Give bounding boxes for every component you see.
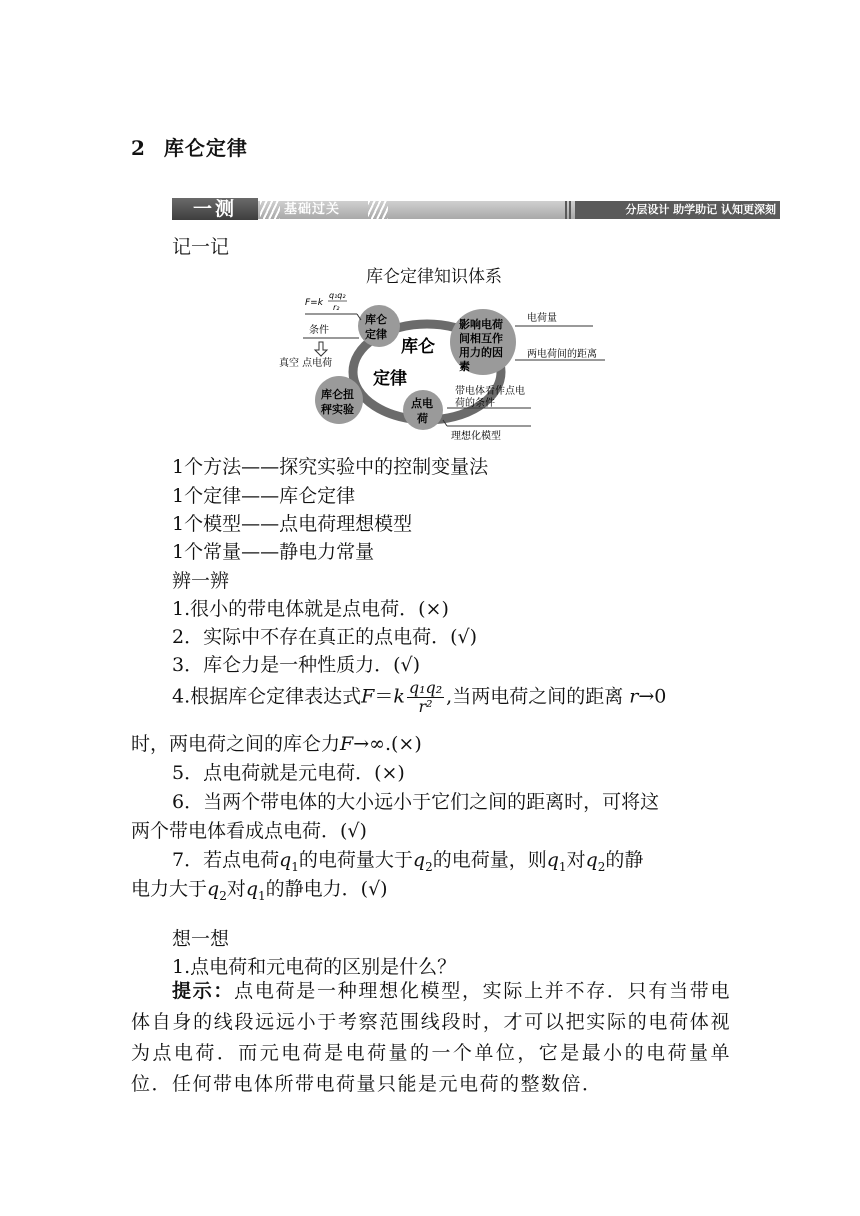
q7-text-c: 的电荷量，则 — [432, 849, 547, 871]
q4-var-r: r — [629, 685, 639, 708]
q7-text-a: 7．若点电荷 — [172, 849, 280, 871]
q7-text-d: 对 — [566, 849, 586, 871]
q4-eq: ＝ — [374, 685, 394, 708]
q7-sub-d: 2 — [597, 859, 606, 874]
arrow-down-icon — [315, 342, 327, 356]
memory-item-4: 1个常量——静电力常量 — [172, 541, 375, 563]
q4-fraction — [407, 680, 444, 715]
think-hint — [131, 976, 731, 1100]
judge-item-6b: 两个带电体看成点电荷．(√) — [131, 820, 367, 842]
point-2: 理想化模型 — [451, 431, 501, 442]
section-heading: 库仑定律 — [163, 136, 248, 160]
q4-text-c: →0 — [638, 685, 667, 708]
node-factor-label-4: 素 — [459, 360, 470, 373]
q7-sub-a: 1 — [291, 859, 299, 874]
node-factor-label-2: 间相互作 — [459, 332, 503, 345]
judge-item-7b — [131, 874, 388, 903]
q4-numerator: q₁q₂ — [408, 678, 443, 697]
formula-f: F=k — [305, 298, 323, 308]
point-1a: 带电体看作点电 — [455, 386, 525, 397]
judge-item-2: 2．实际中不存在真正的点电荷．(√) — [172, 626, 478, 648]
memory-item-2: 1个定律——库仑定律 — [172, 485, 356, 507]
judge-item-5: 5．点电荷就是元电荷．(×) — [172, 762, 405, 784]
judge-item-4 — [172, 680, 666, 715]
q7-q-f: q — [245, 878, 259, 900]
memory-item-1: 1个方法——探究实验中的控制变量法 — [172, 456, 489, 478]
q4-var-k: k — [393, 685, 405, 708]
judge-item-1: 1.很小的带电体就是点电荷．(×) — [172, 598, 449, 620]
section-banner — [172, 198, 780, 220]
think-heading: 想一想 — [172, 928, 230, 950]
judge-item-3: 3．库仑力是一种性质力．(√) — [172, 654, 421, 676]
node-law-label-2: 定律 — [365, 328, 387, 341]
point-1b: 荷的条件 — [455, 398, 495, 409]
node-exp-label-1: 库仑扭 — [321, 388, 354, 401]
q7-text-h: 的静电力．(√) — [265, 878, 388, 900]
q7-q-b: q — [412, 849, 426, 871]
banner-stripes-2 — [368, 201, 388, 219]
judge-heading: 辨一辨 — [172, 570, 230, 592]
section-number: 2 — [131, 136, 146, 160]
node-exp-label-2: 秤实验 — [321, 403, 354, 416]
judge-item-6a: 6．当两个带电体的大小远小于它们之间的距离时，可将这 — [172, 791, 660, 813]
factor-1: 电荷量 — [527, 313, 557, 324]
hint-text: 点电荷是一种理想化模型，实际上并不存．只有当带电体自身的线段远远小于考察范围线段时，才可以把实际的电荷体视为点电荷．而元电荷是电荷量的一个单位，它是最小的电荷量单位．任何带电体所带电荷量只能是元电荷的整数倍． — [131, 980, 731, 1095]
banner-stripes — [260, 201, 280, 219]
judge-item-4-cont — [131, 729, 422, 756]
banner-stage: 基础过关 — [284, 202, 341, 217]
section-title — [131, 132, 248, 161]
think-question: 1.点电荷和元电荷的区别是什么？ — [172, 956, 457, 978]
memory-item-3: 1个模型——点电荷理想模型 — [172, 513, 413, 535]
banner-tag: 一测 — [172, 198, 258, 220]
memory-heading: 记一记 — [172, 236, 230, 258]
diagram-title: 库仑定律知识体系 — [366, 267, 502, 287]
judge-item-7a — [172, 845, 643, 874]
formula-num: q₁q₂ — [329, 291, 346, 300]
q7-sub-f: 1 — [258, 888, 266, 903]
condition-items: 真空 点电荷 — [279, 358, 333, 369]
condition-label: 条件 — [309, 325, 329, 336]
q7-text-g: 对 — [226, 878, 246, 900]
node-factor-label-3: 用力的因 — [459, 346, 503, 359]
factor-2: 两电荷间的距离 — [527, 349, 597, 360]
node-point-label-1: 点电 — [411, 397, 433, 410]
q7-sub-c: 1 — [558, 859, 567, 874]
hint-label: 提示： — [172, 980, 235, 1002]
q4-text-b: ,当两电荷之间的距离 — [446, 685, 624, 708]
q4-text-e: →∞.(×) — [353, 733, 422, 755]
q7-text-e: 的静 — [605, 849, 644, 871]
q4-denominator: r² — [418, 697, 433, 716]
q7-text-b: 的电荷量大于 — [298, 849, 413, 871]
q7-q-a: q — [279, 849, 292, 871]
q4-var-f2: F — [340, 733, 354, 755]
q7-q-e: q — [207, 878, 220, 900]
node-factor-label-1: 影响电荷 — [459, 318, 503, 331]
q7-sub-e: 2 — [219, 888, 227, 903]
knowledge-diagram — [275, 286, 615, 448]
center-label-1: 库仑 — [401, 337, 435, 357]
formula-den: r₂ — [333, 303, 340, 312]
q7-sub-b: 2 — [425, 859, 433, 874]
q7-text-f: 电力大于 — [131, 878, 208, 900]
center-label-2: 定律 — [373, 369, 407, 389]
banner-slogan: 分层设计 助学助记 认知更深刻 — [575, 201, 780, 219]
q4-text-d: 时，两电荷之间的库仑力 — [131, 733, 341, 755]
q4-var-f: F — [361, 685, 375, 708]
q7-q-c: q — [546, 849, 559, 871]
node-law-label-1: 库仑 — [365, 313, 387, 326]
node-point-label-2: 荷 — [417, 412, 428, 425]
q7-q-d: q — [585, 849, 598, 871]
q4-text-a: 4.根据库仑定律表达式 — [172, 685, 362, 708]
